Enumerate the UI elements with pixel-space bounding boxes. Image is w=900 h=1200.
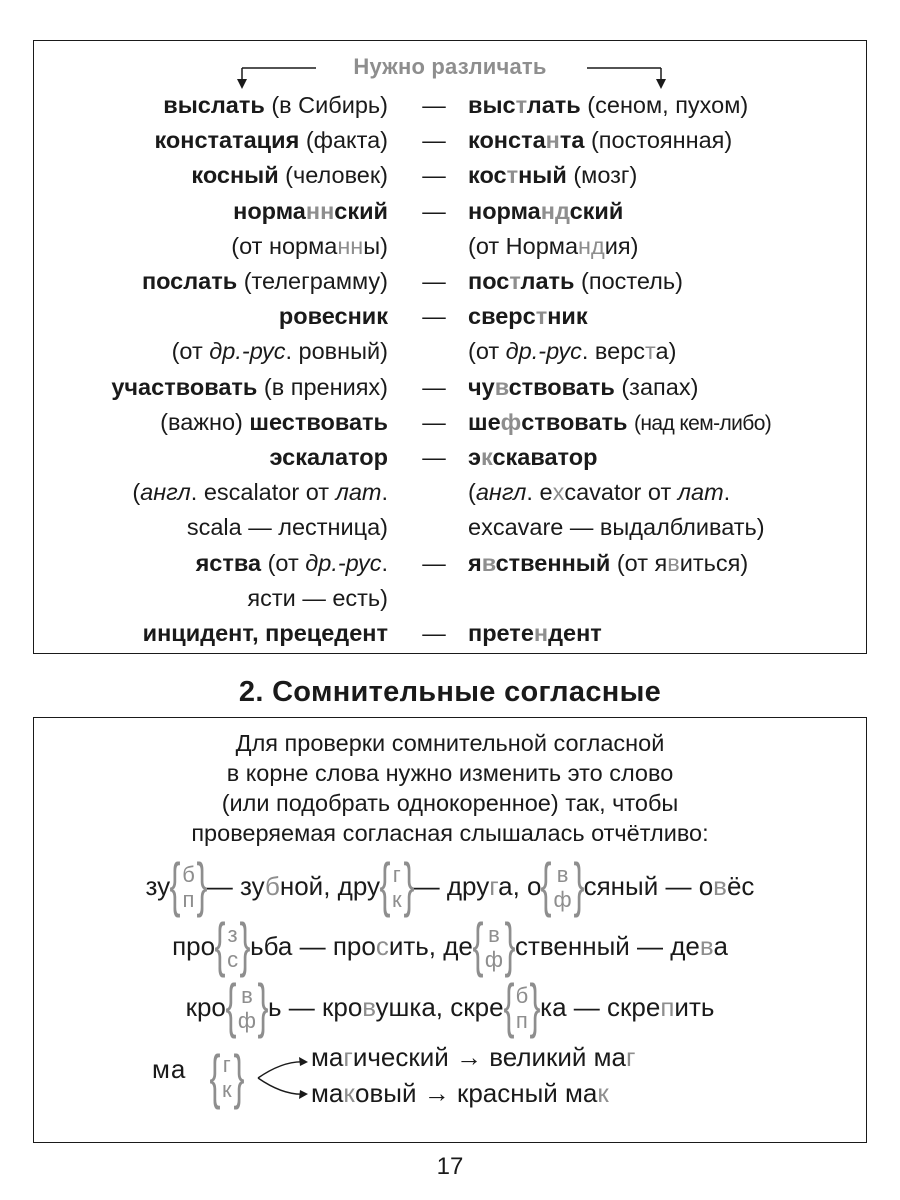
- word-right: нормандский: [468, 197, 624, 224]
- word-right: костный (мозг): [468, 162, 638, 189]
- brace-close: }: [257, 972, 269, 1039]
- pair-letter: к: [392, 887, 402, 912]
- brace-close: }: [403, 851, 415, 918]
- brace-open: {: [503, 972, 515, 1039]
- pair-letter: ф: [237, 1008, 256, 1033]
- pair-letter: с: [227, 947, 239, 972]
- word-right: сверстник: [468, 303, 588, 330]
- example-text: ьба — просить, де: [250, 930, 473, 961]
- word-left: (от др.-рус. ровный): [171, 338, 388, 365]
- brace-close: }: [196, 851, 208, 918]
- dash-separator: —: [422, 162, 446, 189]
- intro-line-2: в корне слова нужно изменить это слово: [226, 760, 674, 786]
- consonant-pair: [540, 851, 585, 918]
- split-arrows: [254, 1040, 314, 1114]
- pair-letter: п: [515, 1008, 528, 1033]
- brace-close: }: [573, 851, 585, 918]
- arrow-down-right-icon: [258, 1078, 306, 1094]
- consonant-pair: [225, 972, 269, 1039]
- intro-line-1: Для проверки сомнительной согласной: [235, 730, 665, 756]
- word-pair-row: [34, 158, 866, 192]
- consonant-pair: [472, 911, 516, 978]
- pair-letter: ф: [553, 887, 572, 912]
- word-pair-row: [34, 194, 866, 228]
- word-right: выстлать (сеном, пухом): [468, 92, 749, 118]
- word-right: (англ. excavator от лат.: [468, 479, 731, 506]
- pair-letter: в: [241, 983, 253, 1008]
- pair-letter: в: [488, 922, 500, 947]
- ma-word: ма: [152, 1054, 187, 1084]
- word-right: претендент: [468, 620, 602, 646]
- example-text: кро: [185, 991, 226, 1022]
- word-left: инцидент, прецедент: [142, 620, 388, 646]
- example-line-1: [34, 851, 866, 918]
- brace-close: }: [233, 1043, 245, 1110]
- example-text: сяный — овёс: [583, 870, 755, 901]
- dash-separator: —: [422, 373, 446, 400]
- brace-close: }: [239, 911, 251, 978]
- example-text: — зубной, дру: [206, 870, 380, 901]
- brace-open: {: [540, 851, 553, 918]
- word-right: (от Нормандия): [468, 232, 639, 259]
- consonant-pair: [503, 972, 541, 1039]
- word-right: константа (постоянная): [468, 127, 733, 154]
- page-number: 17: [436, 1153, 464, 1180]
- ma-result-1: магический → великий маг: [311, 1042, 636, 1072]
- word-pair-row: [34, 616, 866, 650]
- word-pair-row: [34, 405, 866, 439]
- example-text: про: [172, 930, 216, 961]
- word-left: яства (от др.-рус.: [195, 549, 388, 576]
- intro-line-3: (или подобрать однокоренное) так, чтобы: [221, 790, 679, 816]
- arrowhead-icon: [299, 1090, 308, 1099]
- word-left: (англ. escalator от лат.: [132, 479, 388, 506]
- word-pair-row: [34, 229, 866, 263]
- word-right: excavare — выдалбливать): [468, 514, 765, 541]
- consonant-pair: [214, 911, 251, 978]
- word-right: чувствовать (запах): [468, 373, 699, 400]
- pair-letter: в: [556, 862, 569, 887]
- word-right: явственный (от явиться): [468, 549, 749, 576]
- example-line-2: [34, 911, 866, 978]
- word-pair-row: [34, 546, 866, 580]
- word-left: (важно) шествовать: [160, 408, 388, 435]
- intro-line-4: проверяемая согласная слышалась отчётливо:: [191, 820, 709, 846]
- word-pair-row: [34, 334, 866, 368]
- ma-consonant-pair: [209, 1043, 245, 1110]
- example-text: ь — кровушка, скре: [268, 991, 504, 1022]
- example-line-ma: [34, 1040, 866, 1114]
- word-left: выслать (в Сибирь): [163, 92, 388, 118]
- word-left: ровесник: [278, 303, 388, 330]
- consonants-box: [33, 717, 867, 1143]
- pair-letter: б: [515, 983, 529, 1008]
- word-left: эскалатор: [269, 444, 388, 470]
- word-right: шефствовать (над кем-либо): [468, 408, 772, 435]
- brace-close: }: [529, 972, 541, 1039]
- section-title: 2. Сомнительные согласные: [238, 676, 662, 708]
- arrow-up-right-icon: [258, 1062, 306, 1078]
- word-left: норманнский: [233, 197, 388, 224]
- dash-separator: —: [422, 268, 446, 294]
- word-pair-row: [34, 123, 866, 157]
- pair-letter: з: [227, 922, 238, 947]
- word-left: косный (человек): [191, 162, 388, 189]
- word-left: послать (телеграмму): [141, 268, 388, 294]
- brace-open: {: [209, 1043, 221, 1110]
- box-header: Нужно различать: [353, 54, 547, 79]
- word-pair-row: [34, 510, 866, 544]
- word-pair-row: [34, 264, 866, 298]
- brace-open: {: [169, 851, 181, 918]
- word-left: констатация (факта): [154, 127, 388, 154]
- word-right: постлать (постель): [468, 268, 683, 294]
- dash-separator: —: [422, 549, 446, 576]
- dash-separator: —: [422, 620, 446, 646]
- word-right: экскаватор: [468, 444, 598, 470]
- word-right: (от др.-рус. верста): [468, 338, 677, 365]
- word-left: scala — лестница): [186, 514, 388, 541]
- brace-open: {: [214, 911, 226, 978]
- distinguish-box: [33, 40, 867, 654]
- pair-letter: г: [222, 1052, 231, 1077]
- pair-letter: п: [182, 887, 195, 912]
- dash-separator: —: [422, 92, 446, 118]
- example-text: ственный — дева: [515, 930, 728, 961]
- pair-letter: г: [392, 862, 401, 887]
- brace-close: }: [504, 911, 516, 978]
- arrowhead-icon: [299, 1057, 308, 1066]
- dash-separator: —: [422, 303, 446, 330]
- consonant-pair: [379, 851, 415, 918]
- brace-open: {: [472, 911, 484, 978]
- word-left: ясти — есть): [247, 584, 388, 611]
- word-pair-row: [34, 299, 866, 333]
- dash-separator: —: [422, 197, 446, 224]
- word-left: (от норманны): [231, 232, 388, 259]
- dash-separator: —: [422, 444, 446, 470]
- ma-result-2: маковый → красный мак: [311, 1078, 609, 1108]
- word-pair-row: [34, 581, 866, 615]
- pair-letter: к: [222, 1077, 232, 1102]
- word-pair-row: [34, 370, 866, 404]
- example-text: зу: [145, 870, 171, 901]
- dash-separator: —: [422, 127, 446, 154]
- pair-letter: ф: [484, 947, 503, 972]
- example-line-3: [34, 972, 866, 1039]
- consonant-pair: [169, 851, 208, 918]
- word-left: участвовать (в прениях): [111, 373, 388, 400]
- brace-open: {: [225, 972, 237, 1039]
- pair-letter: б: [182, 862, 195, 887]
- dash-separator: —: [422, 408, 446, 435]
- word-pair-row: [34, 440, 866, 474]
- brace-open: {: [379, 851, 391, 918]
- word-pair-row: [34, 475, 866, 509]
- word-pair-row: [34, 88, 866, 122]
- example-text: — друга, о: [413, 870, 542, 901]
- example-text: ка — скрепить: [540, 991, 715, 1022]
